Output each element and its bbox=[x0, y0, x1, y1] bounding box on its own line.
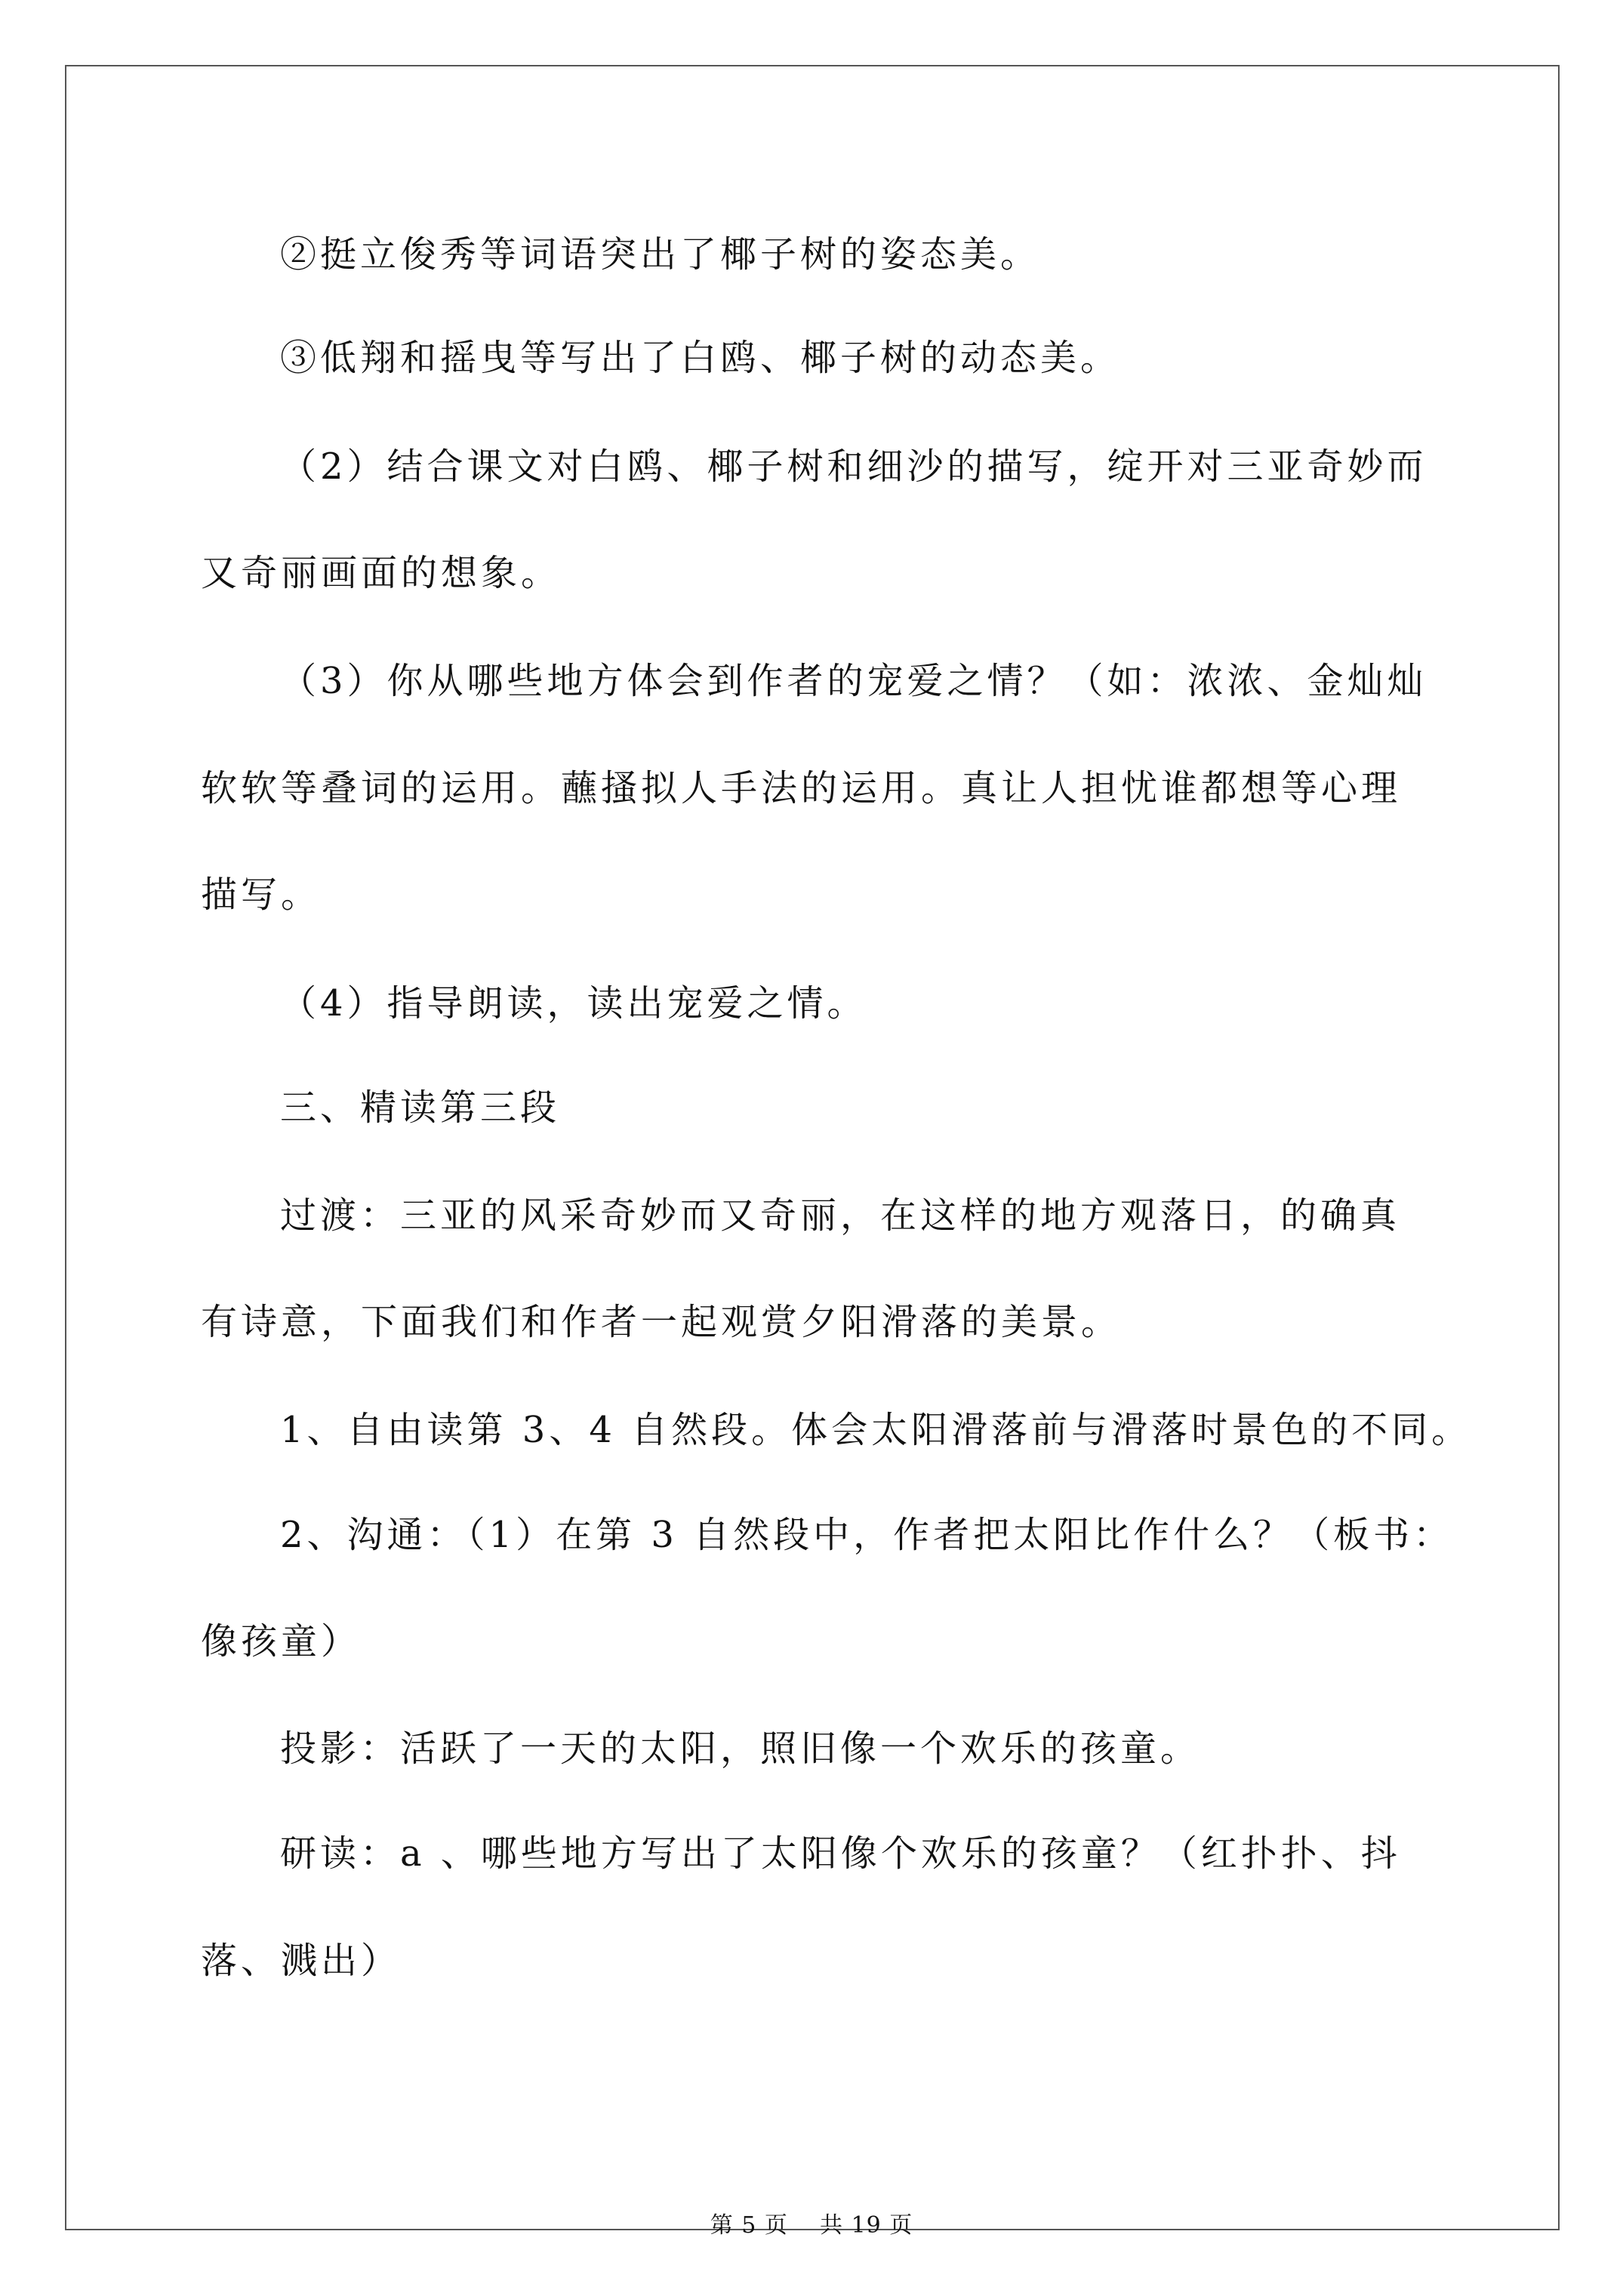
paragraph-line: （4）指导朗读，读出宠爱之情。 bbox=[280, 982, 867, 1025]
paragraph-line: （3）你从哪些地方体会到作者的宠爱之情？（如：浓浓、金灿灿 bbox=[280, 660, 1427, 702]
paragraph-line: 像孩童） bbox=[201, 1620, 362, 1663]
paragraph-line: 落、溅出） bbox=[201, 1940, 402, 1982]
page-footer bbox=[0, 2211, 1623, 2241]
paragraph-line: 软软等叠词的运用。蘸搔拟人手法的运用。真让人担忧谁都想等心理 bbox=[201, 767, 1402, 809]
paragraph-line: 过渡：三亚的风采奇妙而又奇丽，在这样的地方观落日，的确真 bbox=[280, 1194, 1401, 1237]
paragraph-line: 有诗意，下面我们和作者一起观赏夕阳滑落的美景。 bbox=[201, 1301, 1122, 1343]
paragraph-line: 2、沟通：（1）在第 3 自然段中，作者把太阳比作什么？（板书： bbox=[280, 1514, 1454, 1556]
paragraph-line: 投影：活跃了一天的太阳，照旧像一个欢乐的孩童。 bbox=[280, 1727, 1201, 1770]
paragraph-line: 描写。 bbox=[201, 874, 322, 916]
paragraph-line: ③低翔和摇曳等写出了白鸥、椰子树的动态美。 bbox=[280, 337, 1121, 379]
section-heading: 三、精读第三段 bbox=[280, 1086, 561, 1129]
paragraph-line: 研读：a 、哪些地方写出了太阳像个欢乐的孩童？（红扑扑、抖 bbox=[280, 1832, 1401, 1875]
page-total: 共 19 页 bbox=[820, 2212, 913, 2239]
page-number: 第 5 页 bbox=[710, 2212, 788, 2239]
paragraph-line: （2）结合课文对白鸥、椰子树和细沙的描写，绽开对三亚奇妙而 bbox=[280, 445, 1427, 488]
paragraph-line: 1、自由读第 3、4 自然段。体会太阳滑落前与滑落时景色的不同。 bbox=[280, 1409, 1472, 1451]
paragraph-line: ②挺立俊秀等词语突出了椰子树的姿态美。 bbox=[280, 233, 1041, 276]
paragraph-line: 又奇丽画面的想象。 bbox=[201, 552, 562, 594]
